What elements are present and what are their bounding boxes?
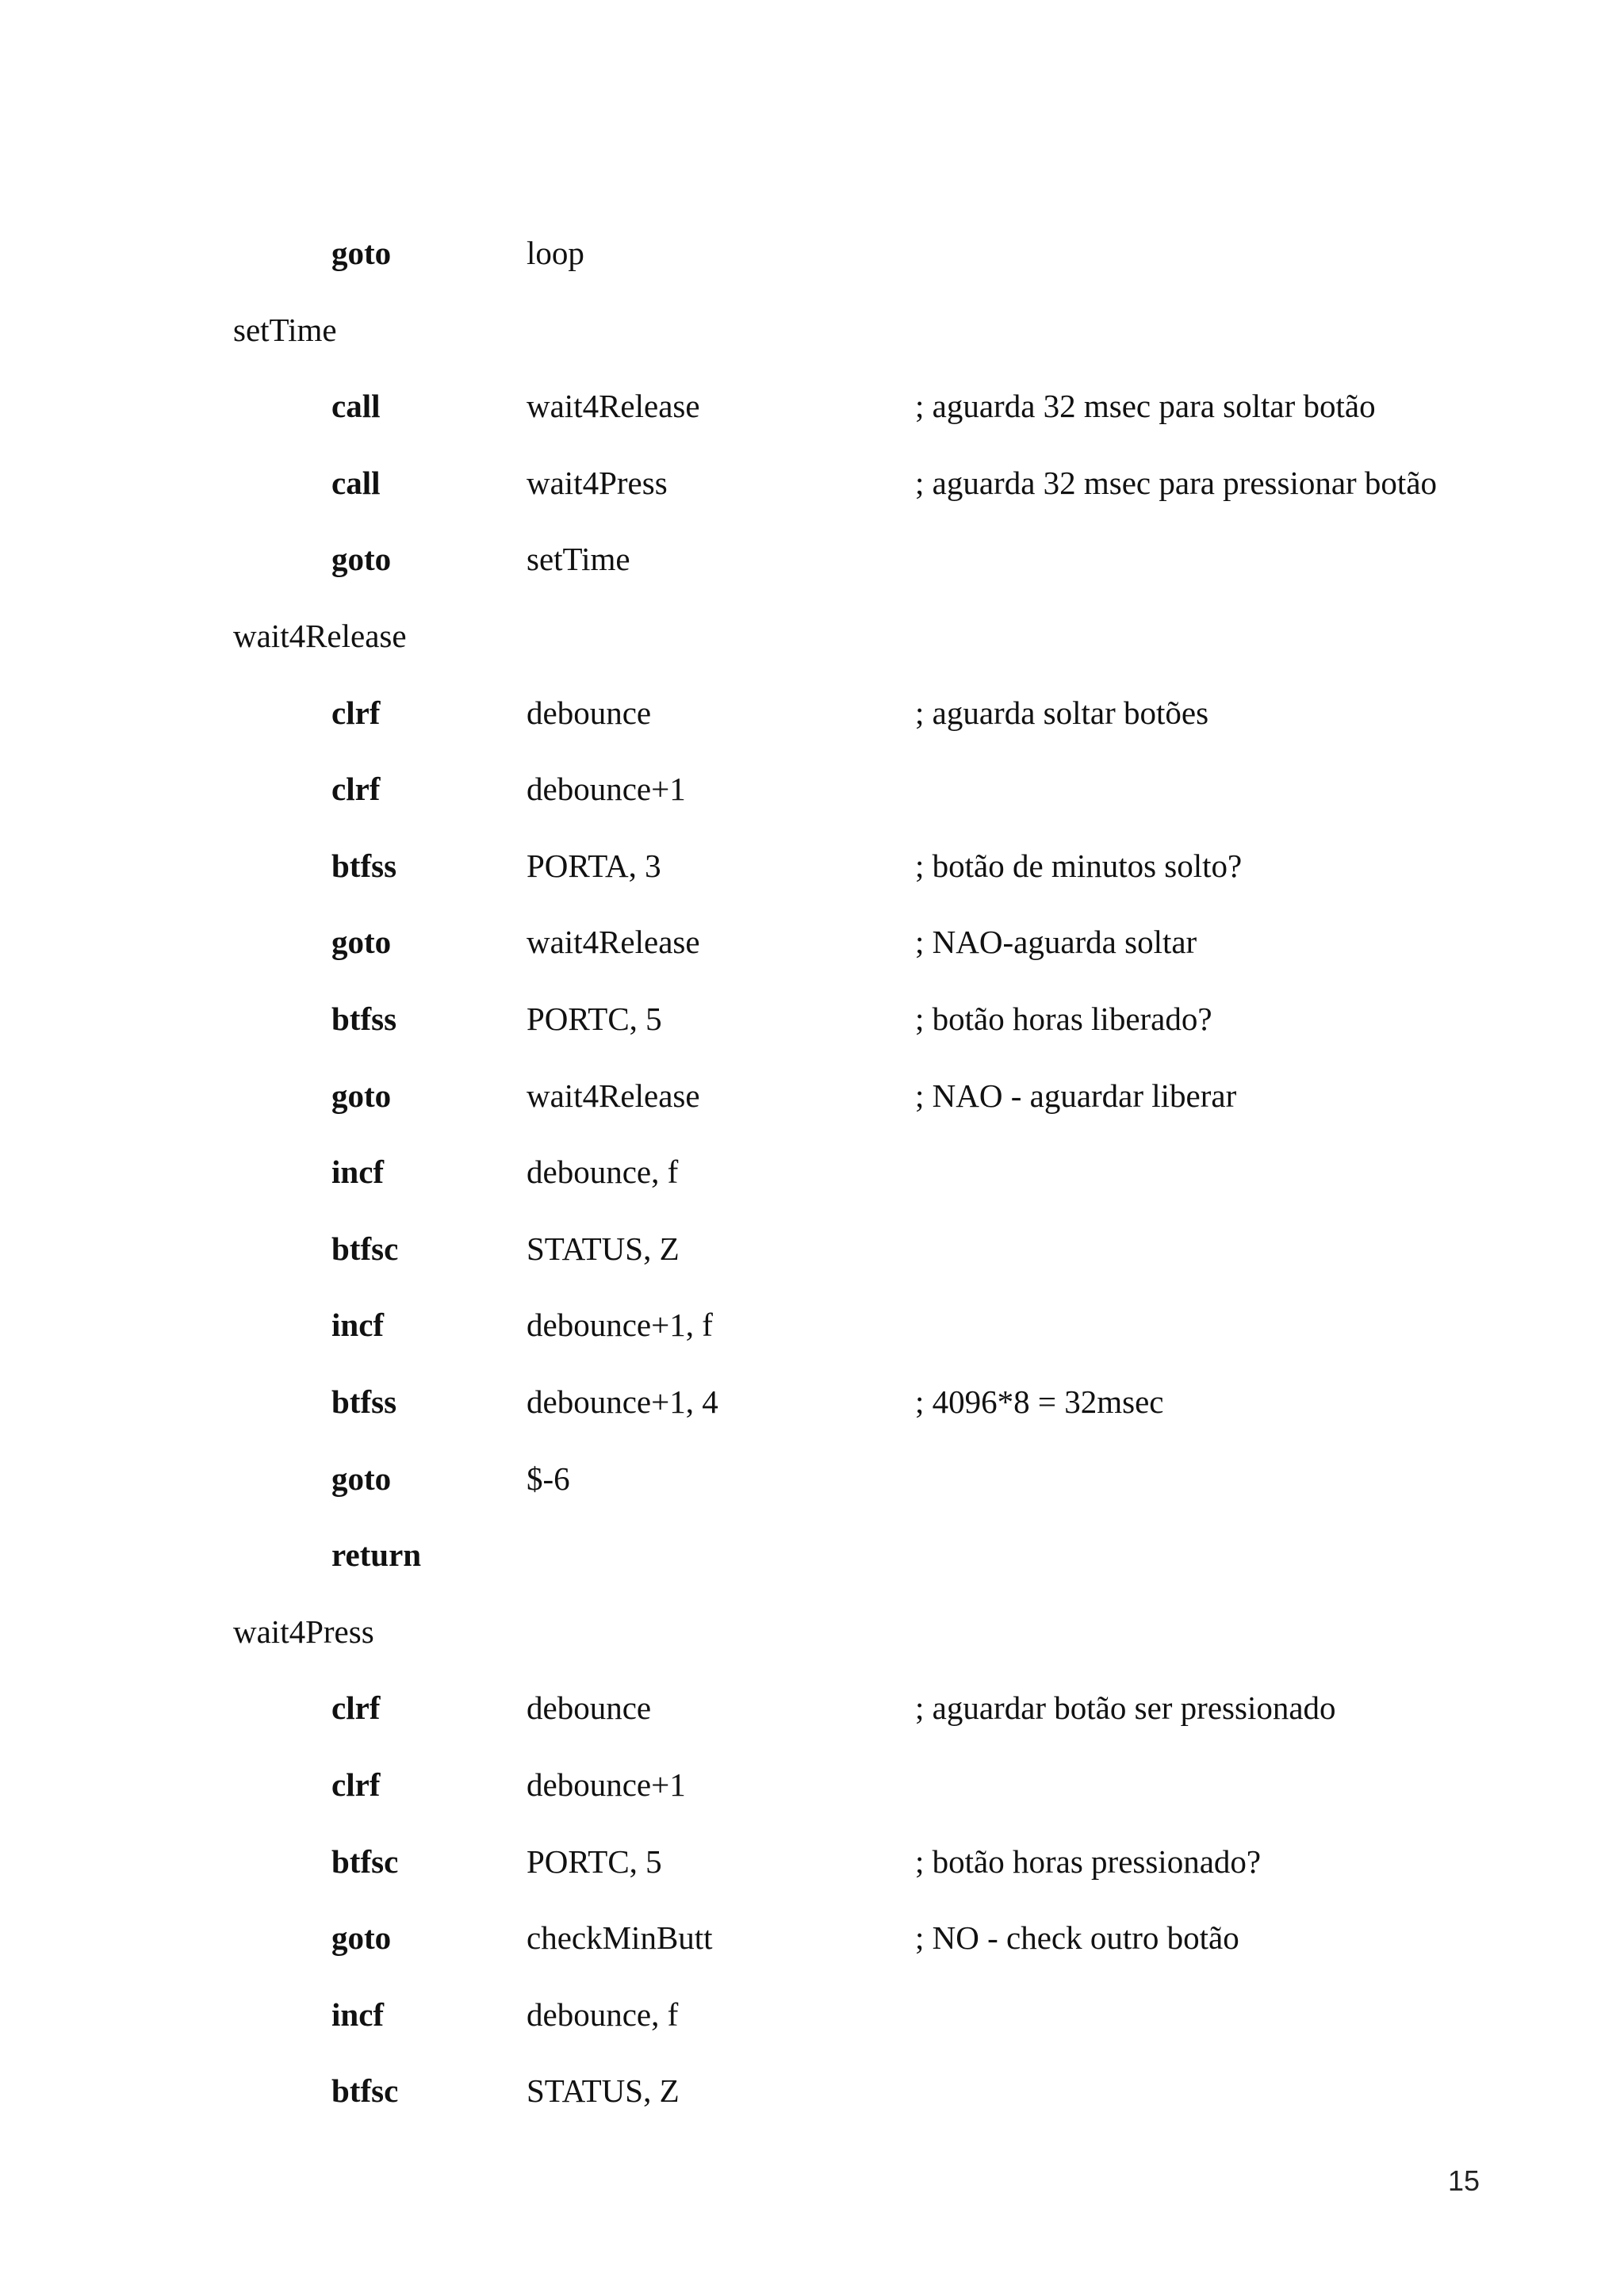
code-operand: debounce+1, f (527, 1307, 713, 1344)
code-mnemonic: btfss (331, 1001, 397, 1037)
code-instruction-line (0, 1225, 1624, 1272)
code-operand: debounce+1 (527, 1766, 686, 1803)
code-mnemonic: incf (331, 1307, 385, 1344)
code-label: wait4Release (233, 618, 407, 654)
code-instruction-line (0, 535, 1624, 583)
code-mnemonic: call (331, 464, 381, 501)
code-operand: setTime (527, 541, 630, 578)
code-instruction-line (0, 842, 1624, 890)
code-mnemonic: goto (331, 924, 392, 961)
code-comment: ; aguardar botão ser pressionado (915, 1689, 1336, 1727)
code-label: setTime (233, 311, 337, 348)
code-mnemonic: btfsc (331, 2072, 399, 2110)
code-comment: ; botão horas liberado? (915, 1001, 1212, 1037)
code-comment: ; botão de minutos solto? (915, 847, 1243, 884)
code-mnemonic: clrf (331, 694, 381, 731)
code-operand: PORTC, 5 (527, 1843, 662, 1880)
code-comment: ; aguarda soltar botões (915, 694, 1209, 731)
code-comment: ; aguarda 32 msec para pressionar botão (915, 464, 1438, 501)
code-operand: debounce, f (527, 1996, 679, 2033)
code-mnemonic: incf (331, 1154, 385, 1191)
code-instruction-line (0, 1914, 1624, 1961)
code-instruction-line (0, 1455, 1624, 1502)
code-instruction-line (0, 1838, 1624, 1885)
code-comment: ; NAO-aguarda soltar (915, 924, 1197, 961)
code-operand: wait4Release (527, 1077, 700, 1114)
code-mnemonic: btfsc (331, 1230, 399, 1267)
code-mnemonic: btfss (331, 1383, 397, 1420)
code-instruction-line (0, 1148, 1624, 1196)
code-instruction-line (0, 689, 1624, 737)
code-mnemonic: btfsc (331, 1843, 399, 1880)
code-operand: checkMinButt (527, 1919, 713, 1957)
code-instruction-line (0, 1072, 1624, 1119)
code-instruction-line (0, 2067, 1624, 2114)
code-mnemonic: goto (331, 541, 392, 578)
code-operand: debounce+1 (527, 771, 686, 808)
code-mnemonic: goto (331, 1919, 392, 1957)
code-mnemonic: clrf (331, 771, 381, 808)
code-mnemonic: goto (331, 1077, 392, 1114)
code-instruction-line (0, 229, 1624, 277)
code-operand: wait4Release (527, 388, 700, 425)
code-operand: STATUS, Z (527, 2072, 680, 2110)
code-instruction-line (0, 382, 1624, 430)
code-comment: ; 4096*8 = 32msec (915, 1383, 1164, 1420)
code-operand: wait4Release (527, 924, 700, 961)
code-operand: debounce+1, 4 (527, 1383, 718, 1420)
code-instruction-line (0, 765, 1624, 813)
code-mnemonic: btfss (331, 847, 397, 884)
page-number: 15 (1448, 2164, 1480, 2197)
code-instruction-line (0, 459, 1624, 507)
code-instruction-line (0, 1531, 1624, 1578)
code-mnemonic: clrf (331, 1689, 381, 1727)
code-operand: debounce (527, 1689, 652, 1727)
code-instruction-line (0, 1378, 1624, 1425)
code-instruction-line (0, 918, 1624, 966)
code-operand: PORTC, 5 (527, 1001, 662, 1037)
code-operand: loop (527, 235, 584, 271)
code-operand: debounce, f (527, 1154, 679, 1191)
code-mnemonic: call (331, 388, 381, 425)
code-label: wait4Press (233, 1613, 374, 1650)
code-comment: ; NAO - aguardar liberar (915, 1077, 1237, 1114)
code-operand: PORTA, 3 (527, 847, 661, 884)
code-instruction-line (0, 1301, 1624, 1349)
code-comment: ; NO - check outro botão (915, 1919, 1239, 1957)
code-instruction-line (0, 995, 1624, 1043)
code-label-line (0, 1608, 1624, 1655)
code-mnemonic: return (331, 1536, 422, 1574)
code-operand: $-6 (527, 1460, 570, 1497)
code-comment: ; aguarda 32 msec para soltar botão (915, 388, 1376, 425)
code-mnemonic: goto (331, 1460, 392, 1497)
code-operand: wait4Press (527, 464, 668, 501)
code-comment: ; botão horas pressionado? (915, 1843, 1262, 1880)
code-mnemonic: goto (331, 235, 392, 271)
code-mnemonic: incf (331, 1996, 385, 2033)
code-instruction-line (0, 1991, 1624, 2038)
code-label-line (0, 306, 1624, 354)
code-operand: debounce (527, 694, 652, 731)
code-mnemonic: clrf (331, 1766, 381, 1803)
code-instruction-line (0, 1761, 1624, 1808)
code-instruction-line (0, 1684, 1624, 1732)
code-label-line (0, 612, 1624, 660)
code-operand: STATUS, Z (527, 1230, 680, 1267)
